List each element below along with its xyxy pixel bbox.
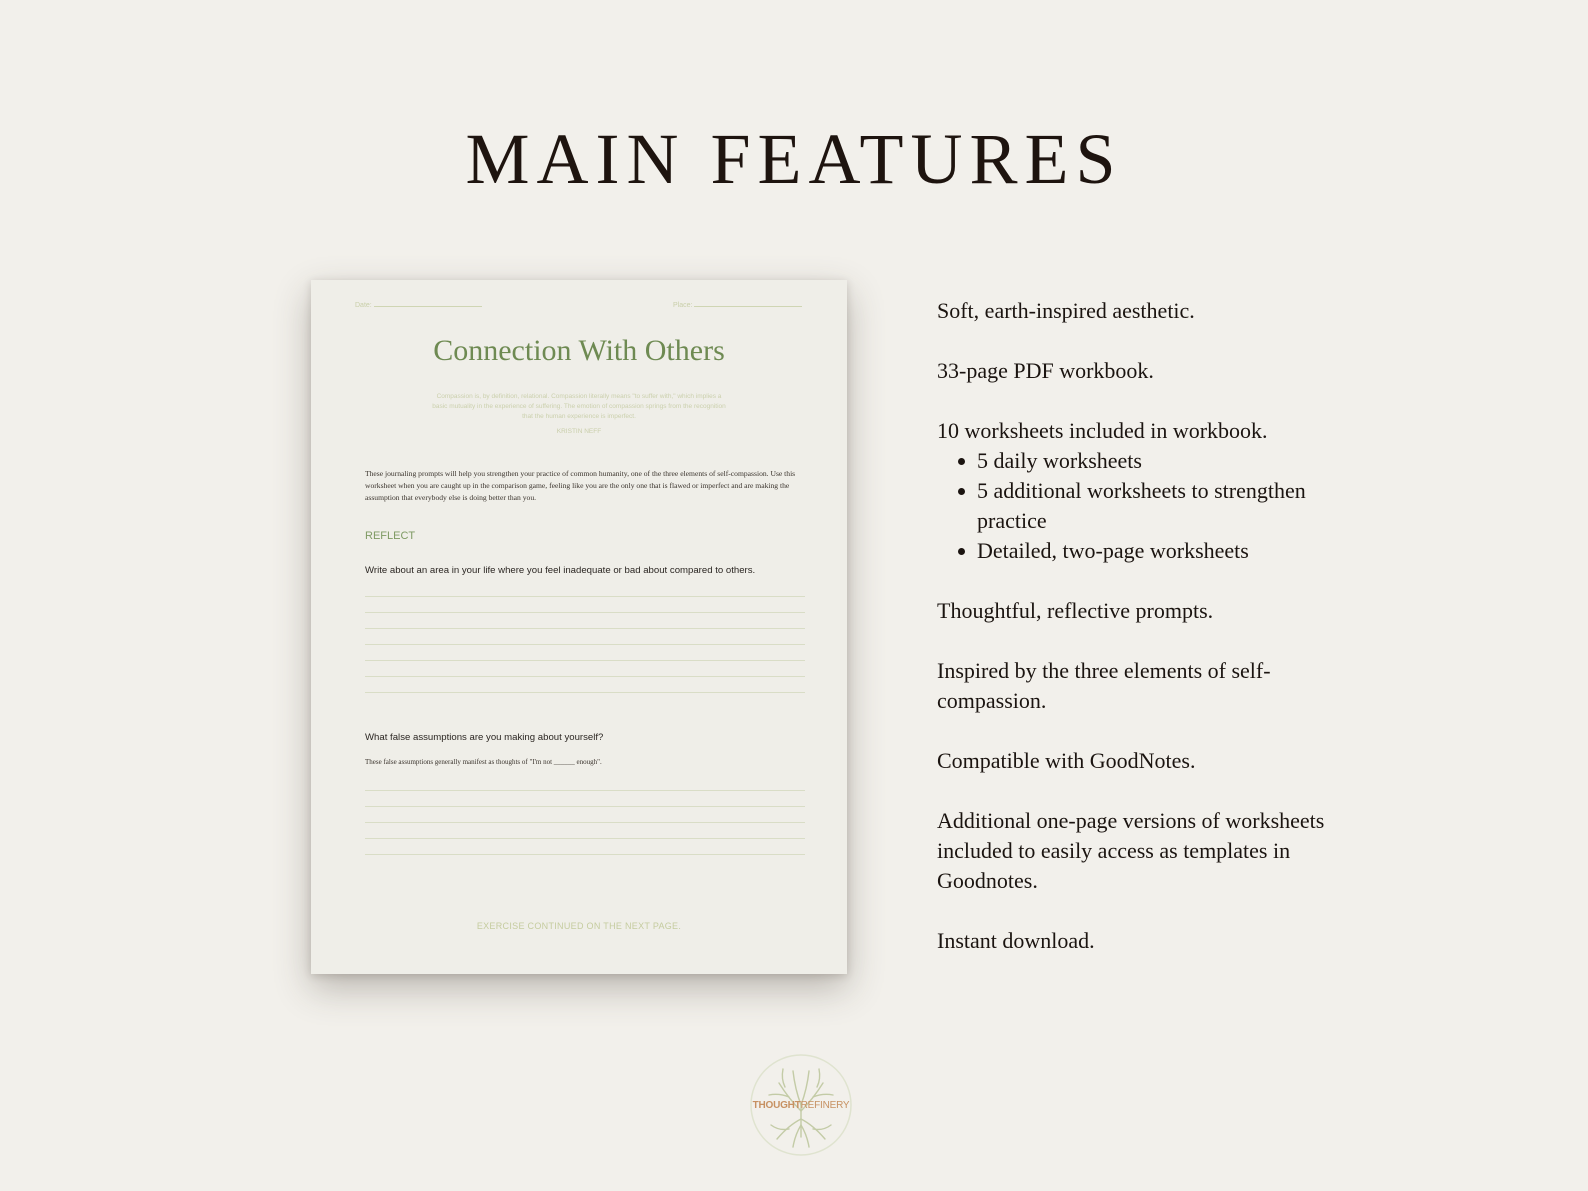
worksheet-preview: [311, 280, 847, 974]
bullet-item: Detailed, two-page worksheets: [977, 536, 1357, 566]
quote-author: KRISTIN NEFF: [556, 428, 602, 435]
bullet-item: 5 daily worksheets: [977, 446, 1357, 476]
place-label: Place:: [673, 302, 693, 309]
feature-worksheets: 10 worksheets included in workbook.: [937, 418, 1268, 443]
logo-word-1: THOUGHT: [752, 1100, 801, 1111]
thought-refinery-logo: [749, 1053, 853, 1157]
feature-aesthetic: Soft, earth-inspired aesthetic.: [937, 298, 1195, 323]
worksheet-bullets: [937, 446, 1357, 566]
feature-pages: 33-page PDF workbook.: [937, 358, 1154, 383]
feature-versions: Additional one-page versions of worksheets included to easily access as templates in Goodnotes.: [937, 808, 1325, 893]
place-field: [673, 302, 802, 309]
page-title: MAIN FEATURES: [465, 119, 1123, 199]
logo-word-2: REFINERY: [800, 1100, 850, 1111]
feature-compatibility: Compatible with GoodNotes.: [937, 748, 1196, 773]
date-label: Date:: [355, 302, 372, 309]
worksheet-footer: EXERCISE CONTINUED ON THE NEXT PAGE.: [476, 921, 682, 931]
prompt-2: What false assumptions are you making about yourself?: [365, 732, 604, 743]
logo-wordmark: [749, 1100, 853, 1111]
feature-download: Instant download.: [937, 928, 1095, 953]
section-label: REFLECT: [365, 530, 416, 542]
date-field: [355, 302, 482, 309]
worksheet-heading: Connection With Others: [433, 334, 725, 367]
feature-list: [937, 296, 1357, 986]
feature-prompts: Thoughtful, reflective prompts.: [937, 598, 1214, 623]
prompt-1: Write about an area in your life where you feel inadequate or bad about compared to others.: [365, 565, 756, 576]
worksheet-quote: Compassion is, by definition, relational. Compassion literally means "to suffer with," which implies a basic mutuality in the experience of suffering. The emotion of compassion springs from the recognition that the human experience is imperfect.: [432, 393, 726, 420]
worksheet-intro: These journaling prompts will help you strengthen your practice of common humanity, one of the three elements of self-compassion. Use this worksheet when you are caught up in the comparison game, feeling like you are the only one that is flawed or imperfect and are making the assumption that everybody else is doing better than you.: [365, 469, 796, 502]
feature-inspiration: Inspired by the three elements of self-compassion.: [937, 658, 1271, 713]
prompt-2-hint: These false assumptions generally manifest as thoughts of "I'm not ______ enough".: [365, 758, 602, 766]
bullet-item: 5 additional worksheets to strengthen practice: [977, 476, 1357, 536]
